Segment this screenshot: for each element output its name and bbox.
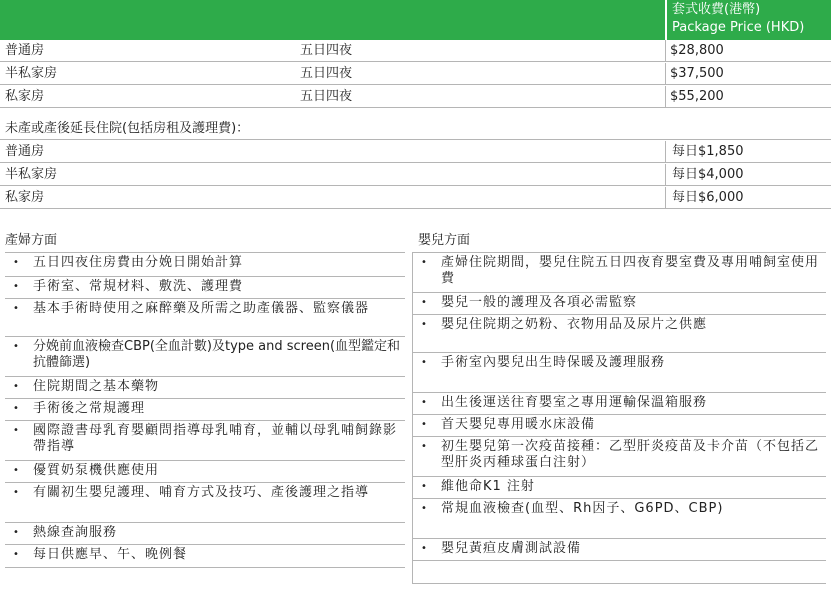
item-text: 常規血液檢查(血型、Rh因子、G6PD、CBP) <box>441 501 724 516</box>
list-item <box>5 544 405 568</box>
package-row <box>0 86 831 108</box>
daily-price: 每日$6,000 <box>672 190 744 205</box>
list-item <box>412 498 826 538</box>
package-row <box>0 40 831 62</box>
item-text: 五日四夜住房費由分娩日開始計算 <box>33 255 244 270</box>
item-text: 嬰兒一般的護理及各項必需監察 <box>441 295 638 310</box>
bullet-icon: • <box>421 419 428 430</box>
bullet-icon: • <box>13 527 20 538</box>
bullet-icon: • <box>13 425 20 436</box>
bullet-icon: • <box>421 357 428 368</box>
list-item <box>412 352 826 392</box>
extension-row <box>0 164 831 186</box>
package-price: $55,200 <box>670 89 724 104</box>
item-text: 優質奶泵機供應使用 <box>33 463 160 478</box>
daily-price: 每日$1,850 <box>672 144 744 159</box>
column-rule <box>665 164 666 186</box>
bullet-icon: • <box>13 549 20 560</box>
list-item <box>5 376 405 398</box>
bullet-icon: • <box>13 257 20 268</box>
price-header-zh: 套式收費(港幣) <box>672 2 761 17</box>
item-text: 手術後之常規護理 <box>33 401 146 416</box>
list-item <box>412 436 826 476</box>
item-text: 初生嬰兒第一次疫苗接種：乙型肝炎疫苗及卡介苗（不包括乙型肝炎丙種球蛋白注射） <box>441 439 820 470</box>
list-item <box>5 460 405 482</box>
baby-heading: 嬰兒方面 <box>418 233 471 248</box>
stay-duration: 五日四夜 <box>300 66 353 81</box>
list-item <box>412 392 826 414</box>
bullet-icon: • <box>13 303 20 314</box>
list-item <box>5 522 405 544</box>
bullet-icon: • <box>13 341 19 352</box>
bullet-icon: • <box>421 441 428 452</box>
item-text: 首天嬰兒專用暖水床設備 <box>441 417 596 432</box>
item-text: 分娩前血液檢查CBP(全血計數)及type and screen(血型鑑定和抗體篩選) <box>33 339 401 370</box>
list-item <box>5 276 405 298</box>
room-type: 私家房 <box>5 89 45 104</box>
item-text: 嬰兒住院期之奶粉、衣物用品及尿片之供應 <box>441 317 708 332</box>
extension-title: 未產或產後延長住院(包括房租及護理費)： <box>5 121 250 136</box>
column-rule <box>665 86 666 108</box>
bullet-icon: • <box>421 481 428 492</box>
room-type: 普通房 <box>5 43 45 58</box>
bullet-icon: • <box>13 403 20 414</box>
item-text: 有關初生嬰兒護理、哺育方式及技巧、產後護理之指導 <box>33 485 370 500</box>
bullet-icon: • <box>421 297 428 308</box>
list-item <box>412 314 826 352</box>
list-item <box>412 292 826 314</box>
stay-duration: 五日四夜 <box>300 43 353 58</box>
list-item <box>5 336 405 376</box>
list-item <box>5 482 405 522</box>
bullet-icon: • <box>13 487 20 498</box>
column-rule <box>665 141 666 163</box>
list-item <box>412 414 826 436</box>
bullet-icon: • <box>421 319 428 330</box>
package-price: $28,800 <box>670 43 724 58</box>
column-rule <box>665 40 666 62</box>
baby-list <box>412 252 826 584</box>
package-row <box>0 63 831 85</box>
item-text: 出生後運送往育嬰室之專用運輸保溫箱服務 <box>441 395 708 410</box>
list-item-empty <box>412 560 826 584</box>
item-text: 住院期間之基本藥物 <box>33 379 160 394</box>
bullet-icon: • <box>421 543 428 554</box>
item-text: 嬰兒黃疸皮膚測試設備 <box>441 541 582 556</box>
extension-row <box>0 187 831 209</box>
extension-title-rule <box>0 117 831 140</box>
item-text: 手術室內嬰兒出生時保暖及護理服務 <box>441 355 666 370</box>
daily-price: 每日$4,000 <box>672 167 744 182</box>
bullet-icon: • <box>421 503 428 514</box>
bullet-icon: • <box>421 397 428 408</box>
bullet-icon: • <box>13 465 20 476</box>
item-text: 維他命K1 注射 <box>441 479 535 494</box>
list-item <box>412 476 826 498</box>
item-text: 產婦住院期間，嬰兒住院五日四夜育嬰室費及專用哺飼室使用費 <box>441 255 820 286</box>
item-text: 基本手術時使用之麻醉藥及所需之助產儀器、監察儀器 <box>33 301 370 316</box>
list-item <box>5 398 405 420</box>
extension-row <box>0 141 831 163</box>
list-item <box>5 252 405 276</box>
room-type: 普通房 <box>5 144 45 159</box>
list-item <box>412 252 826 292</box>
list-item <box>5 298 405 336</box>
price-column-header <box>667 0 831 40</box>
item-text: 手術室、常規材料、敷洗、護理費 <box>33 279 244 294</box>
list-item <box>412 538 826 560</box>
column-rule <box>665 187 666 209</box>
package-price: $37,500 <box>670 66 724 81</box>
item-text: 熱線查詢服務 <box>33 525 118 540</box>
list-item <box>5 420 405 460</box>
bullet-icon: • <box>13 381 20 392</box>
item-text: 國際證書母乳育嬰顧問指導母乳哺育，並輔以母乳哺飼錄影帶指導 <box>33 423 398 454</box>
stay-duration: 五日四夜 <box>300 89 353 104</box>
price-header-en: Package Price (HKD) <box>672 20 805 35</box>
table-header <box>0 0 831 40</box>
header-band <box>0 0 665 40</box>
room-type: 半私家房 <box>5 66 58 81</box>
bullet-icon: • <box>13 281 20 292</box>
room-type: 半私家房 <box>5 167 58 182</box>
column-rule <box>665 63 666 85</box>
maternal-heading: 產婦方面 <box>5 233 58 248</box>
item-text: 每日供應早、午、晚例餐 <box>33 547 188 562</box>
room-type: 私家房 <box>5 190 45 205</box>
bullet-icon: • <box>421 257 428 268</box>
maternal-list <box>5 252 405 568</box>
